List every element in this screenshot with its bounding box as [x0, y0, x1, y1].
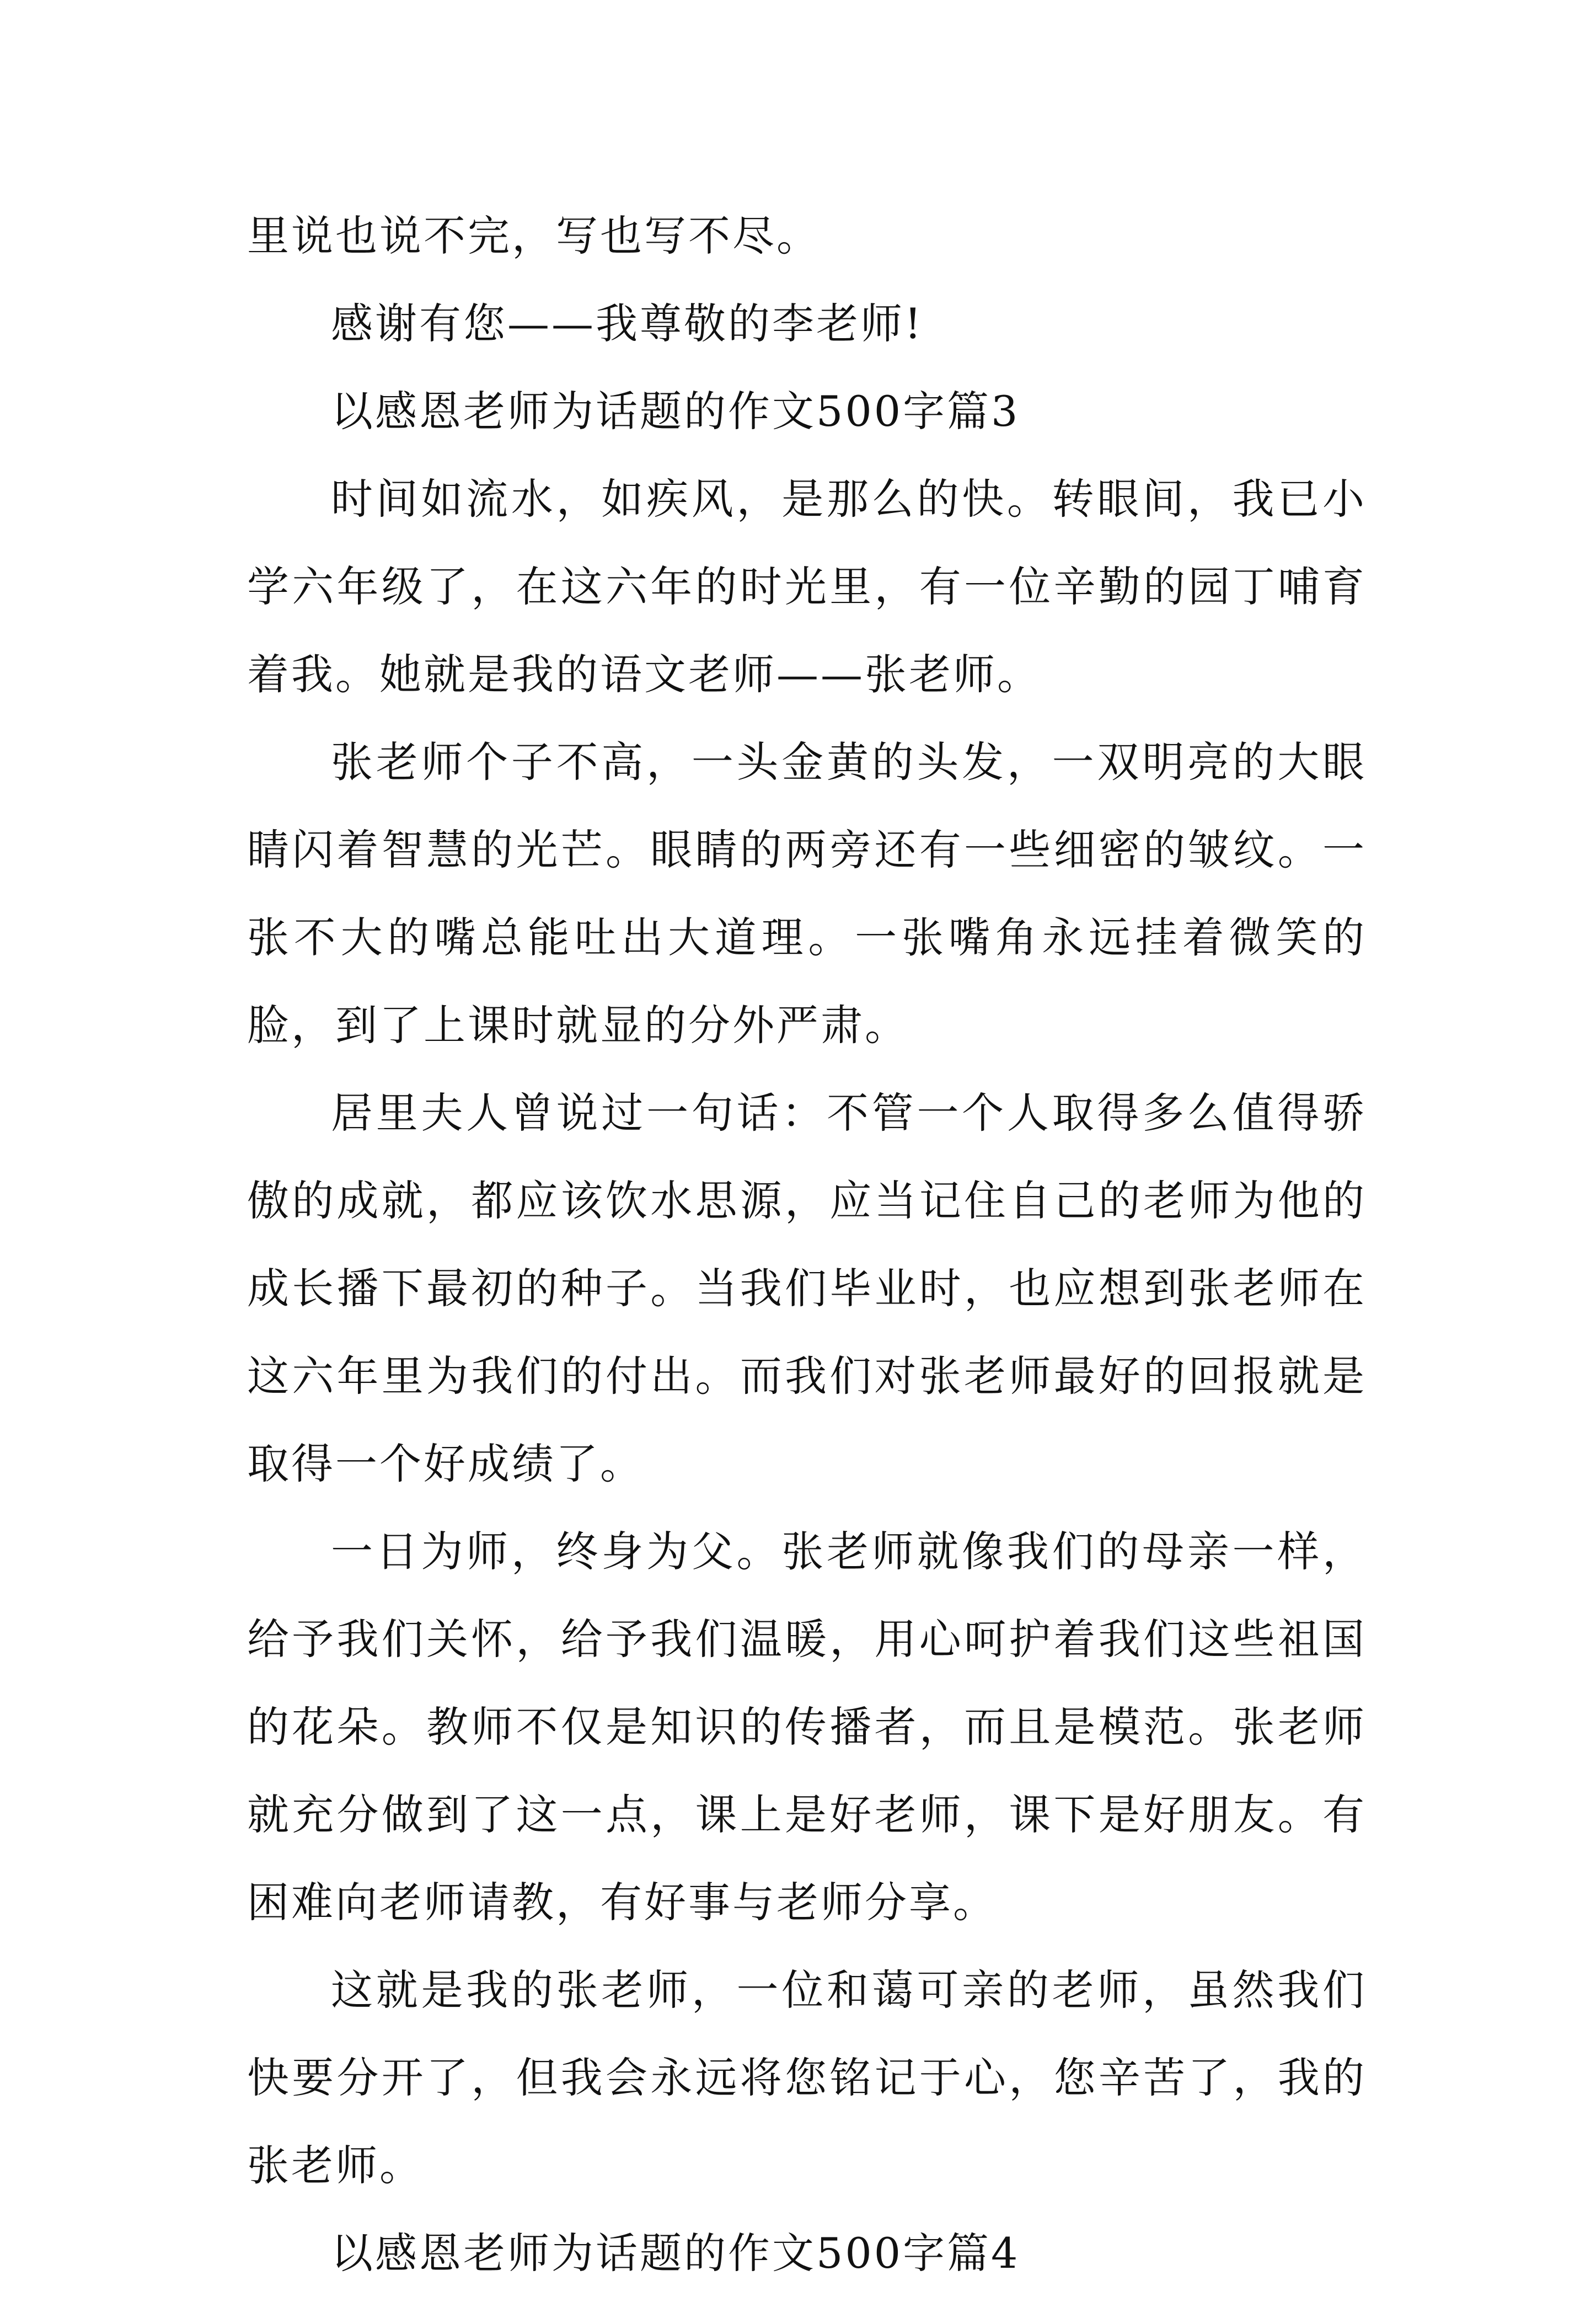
paragraph: 居里夫人曾说过一句话：不管一个人取得多么值得骄傲的成就，都应该饮水思源，应当记住自己的老师为他的成长播下最初的种子。当我们毕业时，也应想到张老师在这六年里为我们的付出。而我们对张老师最好的回报就是取得一个好成绩了。: [247, 1088, 1367, 1488]
paragraph: 时间如流水，如疾风，是那么的快。转眼间，我已小学六年级了，在这六年的时光里，有一位辛勤的园丁哺育着我。她就是我的语文老师——张老师。: [247, 474, 1367, 699]
paragraph: 张老师个子不高，一头金黄的头发，一双明亮的大眼睛闪着智慧的光芒。眼睛的两旁还有一些细密的皱纹。一张不大的嘴总能吐出大道理。一张嘴角永远挂着微笑的脸，到了上课时就显的分外严肃。: [247, 738, 1367, 1050]
essay-heading-4: 以感恩老师为话题的作文500字篇4: [331, 2229, 1020, 2278]
paragraph: 一日为师，终身为父。张老师就像我们的母亲一样，给予我们关怀，给予我们温暖，用心呵护着我们这些祖国的花朵。教师不仅是知识的传播者，而且是模范。张老师就充分做到了这一点，课上是好老师，课下是好朋友。有困难向老师请教，有好事与老师分享。: [247, 1527, 1367, 1927]
essay-body: [247, 192, 1367, 2297]
paragraph-thanks: 感谢有您——我尊敬的李老师!: [331, 299, 924, 348]
essay-heading-3: 以感恩老师为话题的作文500字篇3: [331, 387, 1020, 436]
paragraph-continuation: 里说也说不完，写也写不尽。: [247, 211, 821, 260]
paragraph: 这就是我的张老师，一位和蔼可亲的老师，虽然我们快要分开了，但我会永远将您铭记于心，您辛苦了，我的张老师。: [247, 1965, 1367, 2190]
